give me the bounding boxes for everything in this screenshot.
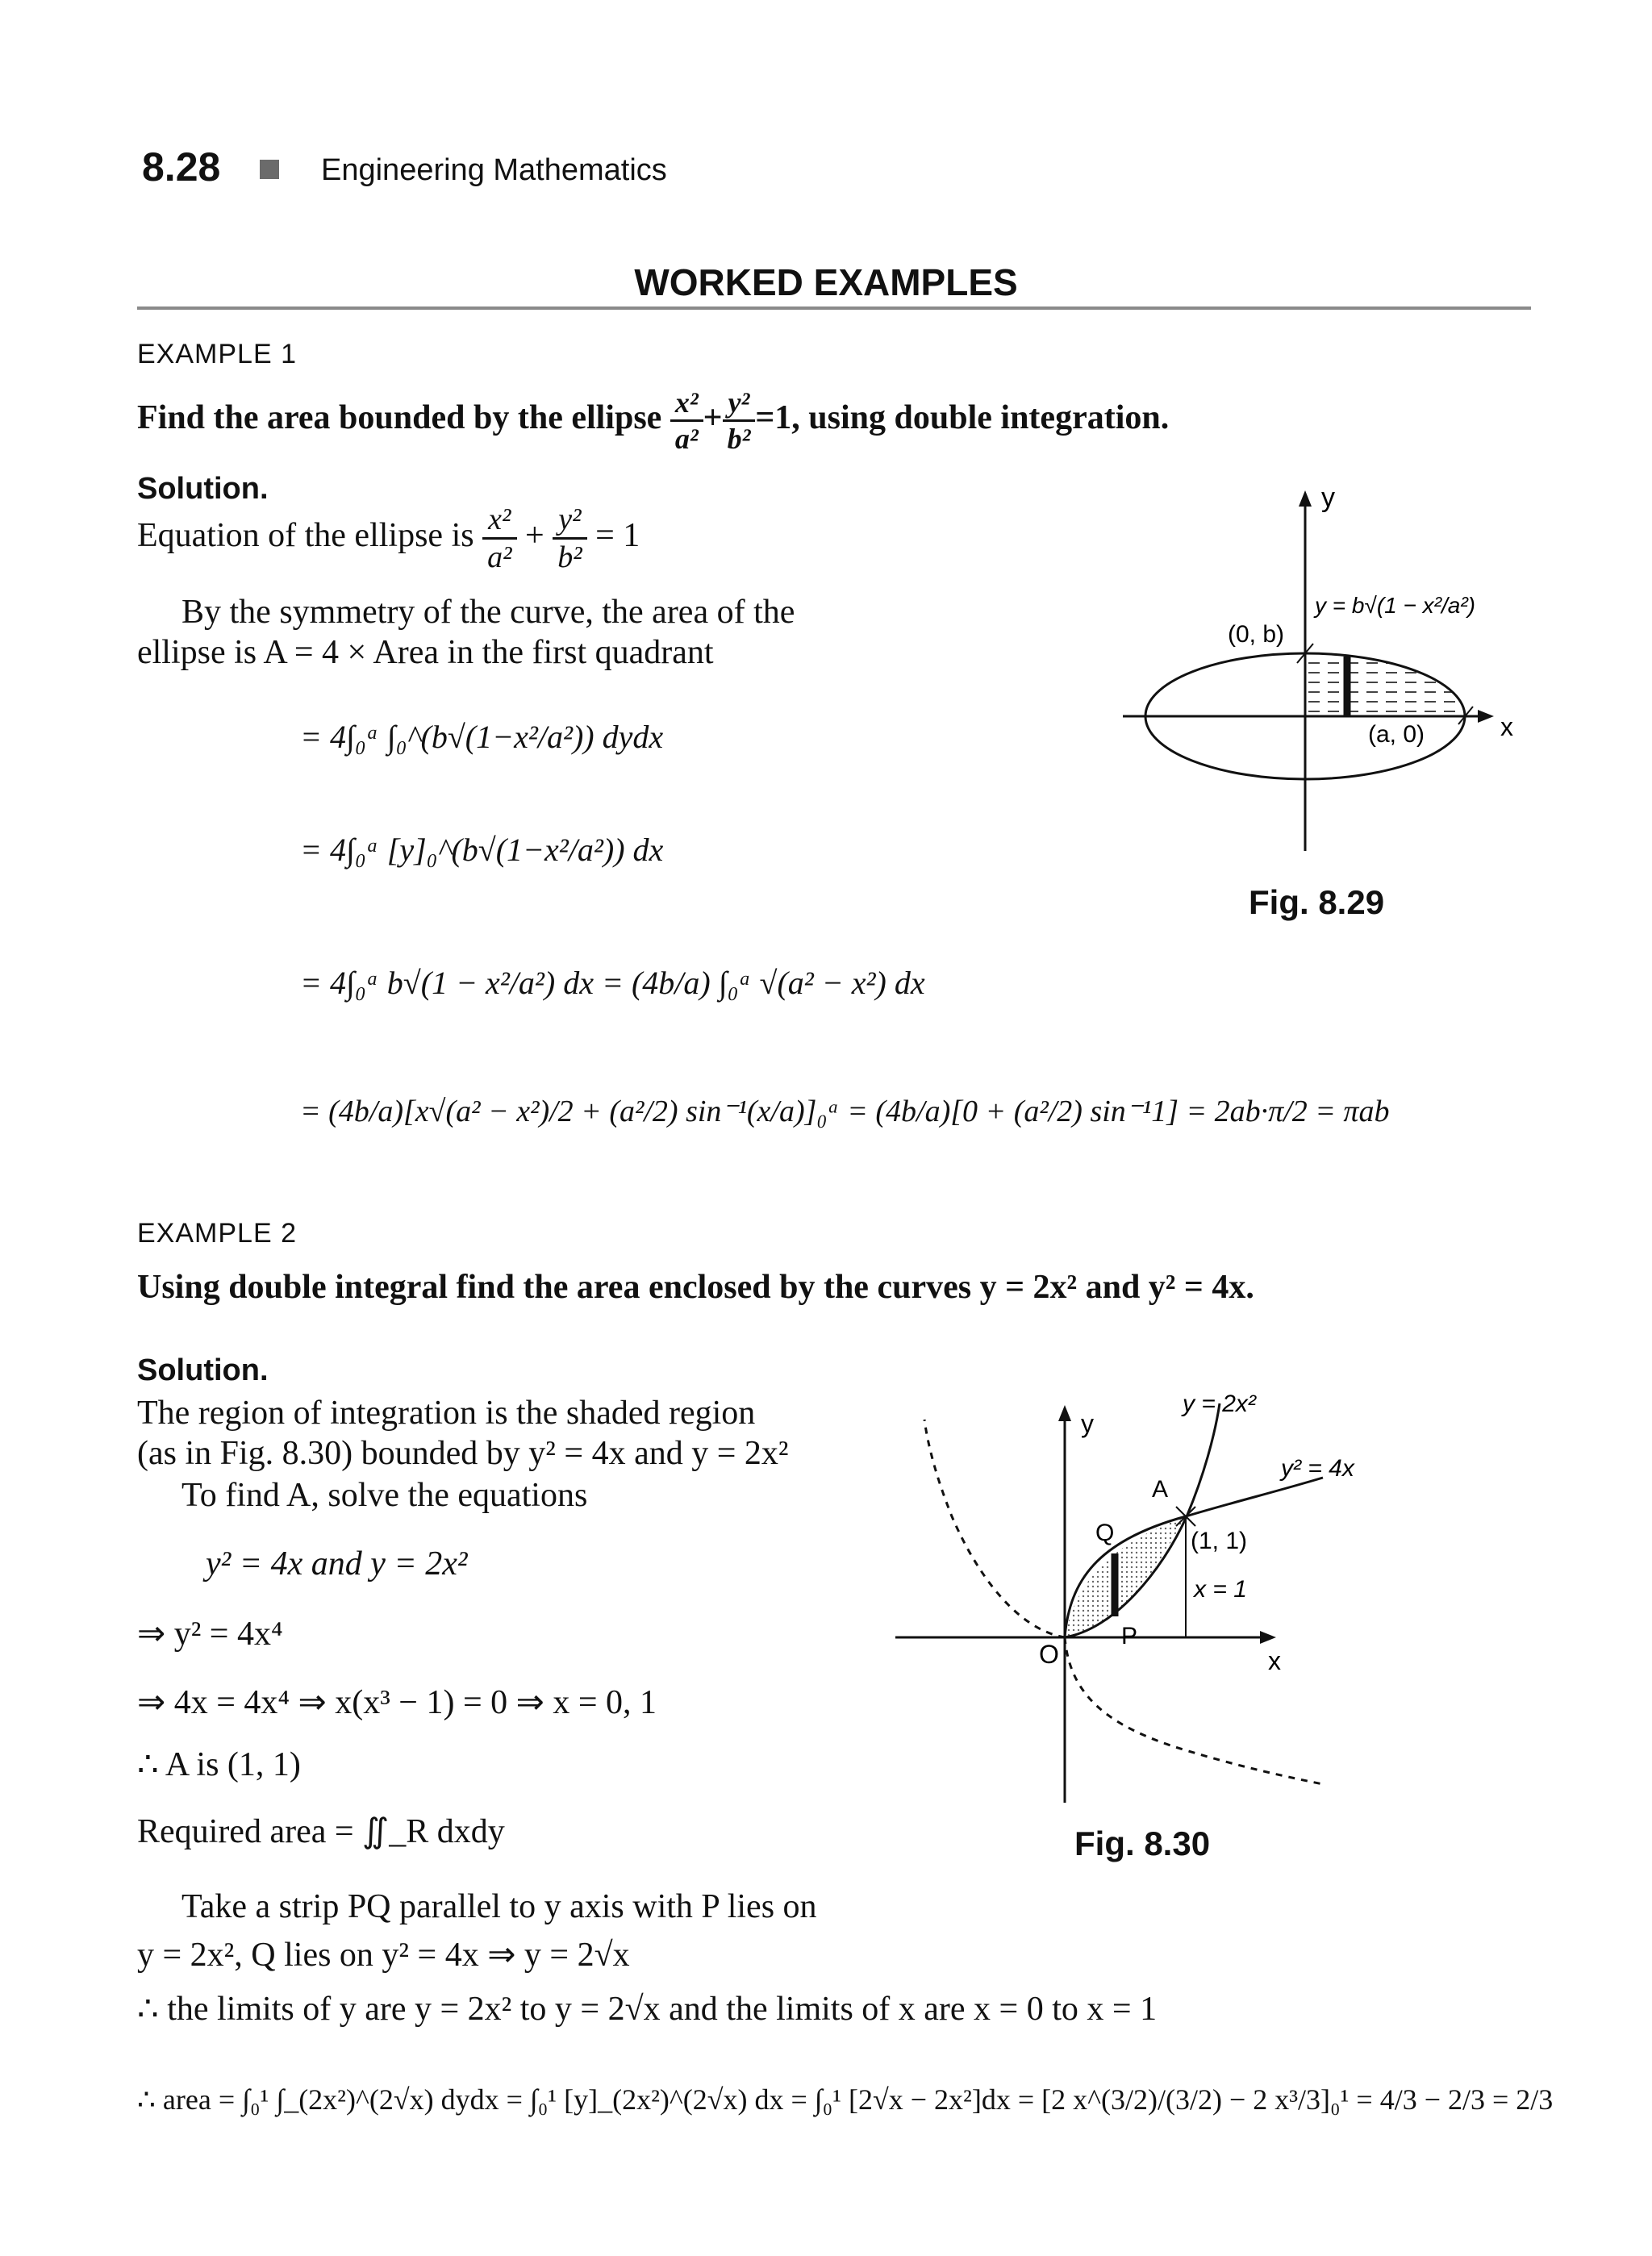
example-2-line-3: To find A, solve the equations [181,1477,588,1514]
fig-830-label-Q: Q [1095,1520,1115,1546]
example-2-line-9: Take a strip PQ parallel to y axis with P lies on [181,1888,817,1925]
example-1-step2: = 4∫₀ᵃ [y]₀^(b√(1−x²/a²)) dx [300,832,664,868]
example-2-line-7: ∴ A is (1, 1) [137,1746,301,1783]
fig-830-curve1-label: y = 2x² [1183,1391,1256,1417]
parabola-y-2x2-dashed [924,1420,1065,1637]
fig-829-label-a0: (a, 0) [1368,721,1425,748]
figure-8-29-ellipse [1113,484,1549,855]
example-1-ellipse-equation: Equation of the ellipse is $\frac{\text{x²}}{\text{a²}}$ + $\frac{\text{y²}}{\text{b²}}$ = 1 [137,502,640,574]
fraction-x2-a2-eq: $\frac{\text{x²}}{\text{a²}}$ [482,502,516,575]
example-1-step1: = 4∫₀ᵃ ∫₀^(b√(1−x²/a²)) dydx [300,719,664,755]
example-1-label: EXAMPLE 1 [137,339,297,369]
x-axis-arrow [1478,710,1494,723]
x-axis-arrow [1260,1631,1276,1644]
fig-829-x-label: x [1500,712,1513,741]
section-title: WORKED EXAMPLES [634,261,1018,303]
example-1-step3: = 4∫₀ᵃ b√(1 − x²/a²) dx = (4b/a) ∫₀ᵃ √(a² − x²) dx [300,965,925,1001]
book-title: Engineering Mathematics [321,153,667,187]
example-2-line-11: ∴ the limits of y are y = 2x² to y = 2√x and the limits of x are x = 0 to x = 1 [137,1991,1158,2028]
example-1-solution-label: Solution. [137,472,269,506]
fig-829-curve-label: y = b√(1 − x²/a²) [1315,593,1475,618]
fig-830-y-label: y [1081,1409,1094,1438]
fig-829-label-0b: (0, b) [1228,621,1285,648]
fig-830-label-O: O [1039,1640,1059,1669]
example-2-line-2: (as in Fig. 8.30) bounded by y² = 4x and y = 2x² [137,1435,789,1472]
example-1-step4: = (4b/a)[x√(a² − x²)/2 + (a²/2) sin⁻¹(x/a)]₀ᵃ = (4b/a)[0 + (a²/2) sin⁻¹1] = 2ab·π/2 = πab [300,1095,1390,1128]
example-2-line-1: The region of integration is the shaded region [137,1395,756,1432]
example-2-line-10: y = 2x², Q lies on y² = 4x ⇒ y = 2√x [137,1937,630,1974]
parabola-y2-4x-dashed [1065,1637,1323,1784]
fig-830-label-P: P [1121,1623,1138,1649]
y-axis-arrow [1299,490,1312,507]
example-2-label: EXAMPLE 2 [137,1218,297,1249]
example-1-symmetry-line2: ellipse is A = 4 × Area in the first quadrant [137,634,714,671]
fig-829-y-label: y [1321,484,1335,513]
figure-8-29-caption: Fig. 8.29 [1249,883,1385,921]
ellipse-equation-intro: Equation of the ellipse is [137,517,474,555]
example-1-symmetry-line1: By the symmetry of the curve, the area of the [181,594,795,631]
fraction-x2-a2: $\frac{\text{x²}}{\text{a²}}$ [670,386,703,456]
example-2-line-8: Required area = ∬_R dxdy [137,1813,505,1850]
example-2-line-4: y² = 4x and y = 2x² [206,1545,468,1583]
header-square-marker [260,160,279,179]
fig-830-label-A: A [1152,1476,1169,1503]
fraction-y2-b2: $\frac{\text{y²}}{\text{b²}}$ [723,386,756,456]
example-1-statement: Find the area bounded by the ellipse $\frac{\text{x²}}{\text{a²}}$ + $\frac{\text{y²}}{\text{b²}}$ =1, using double integration. [137,386,1170,455]
fig-830-x-label: x [1268,1646,1281,1675]
fraction-y2-b2-eq: $\frac{\text{y²}}{\text{b²}}$ [553,502,586,575]
fig-830-curve2-label: y² = 4x [1281,1455,1354,1482]
figure-8-30-curves [887,1371,1387,1807]
section-rule [137,306,1531,310]
example-1-statement-end: =1, using double integration. [755,399,1170,437]
example-2-solution-label: Solution. [137,1353,269,1387]
example-2-line-12: ∴ area = ∫₀¹ ∫_(2x²)^(2√x) dydx = ∫₀¹ [y]_(2x²)^(2√x) dx = ∫₀¹ [2√x − 2x²]dx = [2 x^(3/2)/(3/2) − 2 x³/3]₀¹ = 4/3 − 2/3 = 2/3 [137,2083,1554,2116]
y-axis-arrow [1058,1405,1071,1421]
example-2-line-6: ⇒ 4x = 4x⁴ ⇒ x(x³ − 1) = 0 ⇒ x = 0, 1 [137,1684,657,1721]
page-number: 8.28 [142,144,221,190]
example-2-line-5: ⇒ y² = 4x⁴ [137,1616,283,1653]
figure-8-30-caption: Fig. 8.30 [1074,1824,1211,1862]
example-2-statement: Using double integral find the area enclosed by the curves y = 2x² and y² = 4x. [137,1269,1254,1306]
fig-830-label-11: (1, 1) [1191,1528,1248,1554]
example-1-statement-text: Find the area bounded by the ellipse [137,399,662,437]
fig-830-label-x1: x = 1 [1194,1576,1247,1603]
